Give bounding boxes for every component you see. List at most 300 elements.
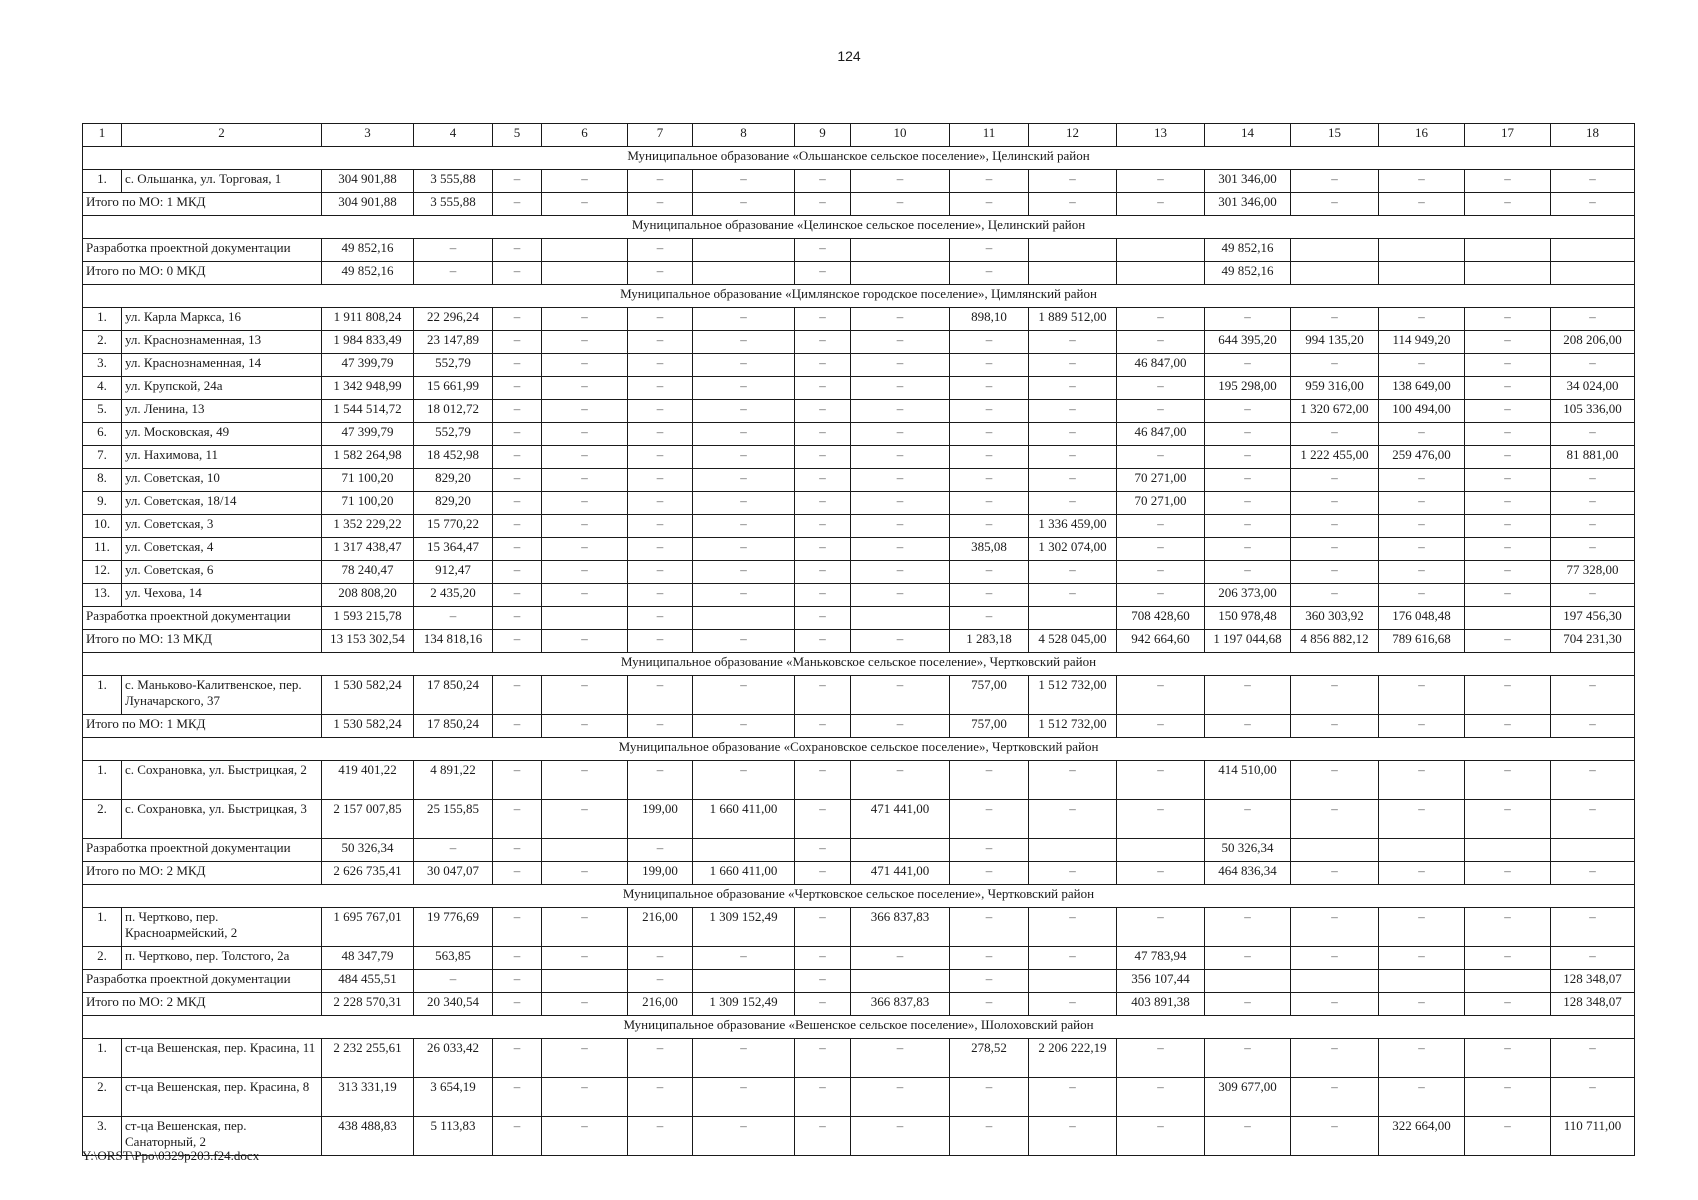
value-cell: – xyxy=(1205,469,1291,492)
value-cell: 2 228 570,31 xyxy=(322,993,414,1016)
value-cell: – xyxy=(1551,947,1635,970)
column-number: 1 xyxy=(83,124,122,147)
value-cell: – xyxy=(1465,862,1551,885)
value-cell: – xyxy=(693,400,795,423)
address-cell: ст-ца Вешенская, пер. Санаторный, 2 xyxy=(122,1117,322,1156)
value-cell: – xyxy=(1205,947,1291,970)
value-cell: – xyxy=(1379,908,1465,947)
value-cell: – xyxy=(1465,446,1551,469)
value-cell: 704 231,30 xyxy=(1551,630,1635,653)
value-cell: – xyxy=(1465,630,1551,653)
row-number: 10. xyxy=(83,515,122,538)
value-cell: – xyxy=(795,993,851,1016)
value-cell: – xyxy=(950,170,1029,193)
value-cell: – xyxy=(1205,993,1291,1016)
value-cell: – xyxy=(1465,908,1551,947)
value-cell: – xyxy=(1205,400,1291,423)
value-cell: 2 206 222,19 xyxy=(1029,1039,1117,1078)
value-cell: 942 664,60 xyxy=(1117,630,1205,653)
value-cell: – xyxy=(851,423,950,446)
value-cell: – xyxy=(795,469,851,492)
value-cell: – xyxy=(414,239,493,262)
value-cell: 4 891,22 xyxy=(414,761,493,800)
row-number: 2. xyxy=(83,1078,122,1117)
address-cell: ул. Советская, 3 xyxy=(122,515,322,538)
value-cell: – xyxy=(1551,800,1635,839)
value-cell: – xyxy=(1465,561,1551,584)
value-cell: 1 984 833,49 xyxy=(322,331,414,354)
value-cell: 150 978,48 xyxy=(1205,607,1291,630)
value-cell: 30 047,07 xyxy=(414,862,493,885)
value-cell: 216,00 xyxy=(628,993,693,1016)
value-cell: – xyxy=(693,584,795,607)
value-cell: – xyxy=(628,676,693,715)
value-cell: – xyxy=(851,170,950,193)
value-cell: – xyxy=(493,970,542,993)
value-cell: – xyxy=(795,331,851,354)
address-cell: ул. Советская, 10 xyxy=(122,469,322,492)
value-cell: – xyxy=(1465,469,1551,492)
value-cell: 5 113,83 xyxy=(414,1117,493,1156)
address-cell: ст-ца Вешенская, пер. Красина, 8 xyxy=(122,1078,322,1117)
row-number: 6. xyxy=(83,423,122,446)
value-cell: – xyxy=(950,800,1029,839)
value-cell: – xyxy=(542,715,628,738)
value-cell: – xyxy=(1205,908,1291,947)
address-cell: ул. Советская, 4 xyxy=(122,538,322,561)
summary-label: Итого по МО: 2 МКД xyxy=(83,993,322,1016)
value-cell: 208 206,00 xyxy=(1551,331,1635,354)
value-cell xyxy=(1465,607,1551,630)
value-cell: – xyxy=(1465,1039,1551,1078)
value-cell: – xyxy=(1465,308,1551,331)
value-cell: – xyxy=(795,308,851,331)
summary-label: Разработка проектной документации xyxy=(83,970,322,993)
value-cell: 216,00 xyxy=(628,908,693,947)
value-cell: – xyxy=(851,308,950,331)
value-cell: – xyxy=(693,561,795,584)
value-cell xyxy=(1205,970,1291,993)
summary-row xyxy=(83,715,1635,738)
value-cell: – xyxy=(795,1117,851,1156)
value-cell: – xyxy=(1205,492,1291,515)
value-cell: – xyxy=(1379,193,1465,216)
value-cell xyxy=(851,239,950,262)
value-cell: – xyxy=(950,862,1029,885)
value-cell: – xyxy=(1117,1078,1205,1117)
footer-file-path: Y:\ORST\Ppo\0329p203.f24.docx xyxy=(82,1148,260,1163)
value-cell: 105 336,00 xyxy=(1551,400,1635,423)
value-cell: 1 512 732,00 xyxy=(1029,715,1117,738)
value-cell xyxy=(1551,262,1635,285)
value-cell: – xyxy=(1029,423,1117,446)
value-cell: 2 626 735,41 xyxy=(322,862,414,885)
value-cell: 49 852,16 xyxy=(322,262,414,285)
value-cell: – xyxy=(795,908,851,947)
value-cell: – xyxy=(693,715,795,738)
section-header-row xyxy=(83,1016,1635,1039)
column-number-row xyxy=(83,124,1635,147)
value-cell: – xyxy=(693,423,795,446)
value-cell: – xyxy=(1291,354,1379,377)
municipality-title: Муниципальное образование «Целинское сельское поселение», Целинский район xyxy=(83,216,1635,239)
table-row xyxy=(83,170,1635,193)
value-cell: – xyxy=(851,446,950,469)
summary-label: Итого по МО: 1 МКД xyxy=(83,715,322,738)
value-cell: 208 808,20 xyxy=(322,584,414,607)
value-cell: – xyxy=(1029,862,1117,885)
value-cell: – xyxy=(1291,170,1379,193)
value-cell: – xyxy=(542,469,628,492)
value-cell: – xyxy=(628,1039,693,1078)
value-cell: – xyxy=(950,400,1029,423)
value-cell: – xyxy=(493,331,542,354)
address-cell: с. Маньково-Калитвенское, пер. Луначарского, 37 xyxy=(122,676,322,715)
value-cell: – xyxy=(1029,331,1117,354)
value-cell: – xyxy=(1465,170,1551,193)
value-cell xyxy=(851,607,950,630)
address-cell: ул. Крупской, 24а xyxy=(122,377,322,400)
table-row xyxy=(83,492,1635,515)
table-row xyxy=(83,377,1635,400)
row-number: 1. xyxy=(83,761,122,800)
value-cell: 128 348,07 xyxy=(1551,970,1635,993)
value-cell: 2 435,20 xyxy=(414,584,493,607)
value-cell: 1 309 152,49 xyxy=(693,908,795,947)
value-cell: – xyxy=(493,492,542,515)
table-row xyxy=(83,354,1635,377)
value-cell: – xyxy=(542,170,628,193)
value-cell: 1 197 044,68 xyxy=(1205,630,1291,653)
value-cell xyxy=(693,239,795,262)
value-cell xyxy=(693,839,795,862)
value-cell: – xyxy=(795,947,851,970)
value-cell xyxy=(851,262,950,285)
value-cell: – xyxy=(1379,354,1465,377)
table-row xyxy=(83,308,1635,331)
value-cell: – xyxy=(1029,584,1117,607)
value-cell: 552,79 xyxy=(414,354,493,377)
row-number: 1. xyxy=(83,1039,122,1078)
value-cell: 464 836,34 xyxy=(1205,862,1291,885)
table-row xyxy=(83,761,1635,800)
value-cell: 1 302 074,00 xyxy=(1029,538,1117,561)
value-cell: – xyxy=(628,584,693,607)
value-cell: – xyxy=(851,561,950,584)
table-row xyxy=(83,331,1635,354)
value-cell: – xyxy=(851,193,950,216)
value-cell: – xyxy=(1551,308,1635,331)
value-cell: – xyxy=(628,262,693,285)
value-cell: – xyxy=(1291,538,1379,561)
value-cell: 50 326,34 xyxy=(1205,839,1291,862)
table-body xyxy=(83,124,1635,1156)
value-cell: 4 528 045,00 xyxy=(1029,630,1117,653)
value-cell: – xyxy=(542,584,628,607)
value-cell: 1 582 264,98 xyxy=(322,446,414,469)
value-cell: 23 147,89 xyxy=(414,331,493,354)
section-header-row xyxy=(83,216,1635,239)
value-cell: 18 452,98 xyxy=(414,446,493,469)
value-cell: – xyxy=(628,1078,693,1117)
summary-row xyxy=(83,262,1635,285)
row-number: 12. xyxy=(83,561,122,584)
address-cell: ул. Нахимова, 11 xyxy=(122,446,322,469)
value-cell: – xyxy=(493,947,542,970)
value-cell: – xyxy=(493,862,542,885)
value-cell: – xyxy=(1465,676,1551,715)
value-cell: – xyxy=(1205,1039,1291,1078)
value-cell xyxy=(1465,262,1551,285)
row-number: 3. xyxy=(83,354,122,377)
value-cell: – xyxy=(1029,469,1117,492)
value-cell: – xyxy=(628,354,693,377)
value-cell: – xyxy=(950,1078,1029,1117)
value-cell: 71 100,20 xyxy=(322,469,414,492)
column-number: 2 xyxy=(122,124,322,147)
value-cell: 15 364,47 xyxy=(414,538,493,561)
value-cell: 78 240,47 xyxy=(322,561,414,584)
address-cell: ул. Краснознаменная, 13 xyxy=(122,331,322,354)
value-cell: 471 441,00 xyxy=(851,862,950,885)
table-row xyxy=(83,446,1635,469)
value-cell xyxy=(542,607,628,630)
value-cell xyxy=(1379,970,1465,993)
value-cell: – xyxy=(1465,193,1551,216)
value-cell: – xyxy=(693,538,795,561)
value-cell: – xyxy=(851,761,950,800)
value-cell: – xyxy=(628,423,693,446)
value-cell: – xyxy=(950,423,1029,446)
row-number: 7. xyxy=(83,446,122,469)
value-cell: – xyxy=(1291,561,1379,584)
table-row xyxy=(83,1117,1635,1156)
value-cell xyxy=(1117,839,1205,862)
value-cell: 1 660 411,00 xyxy=(693,862,795,885)
value-cell: 403 891,38 xyxy=(1117,993,1205,1016)
municipality-title: Муниципальное образование «Сохрановское сельское поселение», Чертковский район xyxy=(83,738,1635,761)
value-cell: 322 664,00 xyxy=(1379,1117,1465,1156)
section-header-row xyxy=(83,885,1635,908)
summary-row xyxy=(83,193,1635,216)
value-cell: – xyxy=(950,492,1029,515)
value-cell: – xyxy=(851,492,950,515)
value-cell: – xyxy=(493,193,542,216)
value-cell: – xyxy=(693,1078,795,1117)
value-cell: – xyxy=(693,308,795,331)
value-cell: 1 889 512,00 xyxy=(1029,308,1117,331)
value-cell: – xyxy=(1205,515,1291,538)
value-cell: – xyxy=(1117,170,1205,193)
value-cell xyxy=(693,607,795,630)
value-cell: – xyxy=(795,584,851,607)
value-cell: – xyxy=(1029,761,1117,800)
value-cell: 829,20 xyxy=(414,492,493,515)
column-number: 3 xyxy=(322,124,414,147)
value-cell: 301 346,00 xyxy=(1205,170,1291,193)
value-cell: – xyxy=(542,308,628,331)
value-cell: 829,20 xyxy=(414,469,493,492)
value-cell: – xyxy=(795,538,851,561)
value-cell: 70 271,00 xyxy=(1117,469,1205,492)
address-cell: ст-ца Вешенская, пер. Красина, 11 xyxy=(122,1039,322,1078)
value-cell: – xyxy=(542,1078,628,1117)
column-number: 9 xyxy=(795,124,851,147)
value-cell: – xyxy=(1291,761,1379,800)
value-cell: – xyxy=(795,1078,851,1117)
address-cell: ул. Краснознаменная, 14 xyxy=(122,354,322,377)
value-cell: 757,00 xyxy=(950,715,1029,738)
value-cell xyxy=(1551,839,1635,862)
value-cell: – xyxy=(1551,515,1635,538)
value-cell: – xyxy=(1205,561,1291,584)
value-cell: – xyxy=(1551,1078,1635,1117)
value-cell: 912,47 xyxy=(414,561,493,584)
section-header-row xyxy=(83,285,1635,308)
value-cell: – xyxy=(1465,331,1551,354)
value-cell: 1 342 948,99 xyxy=(322,377,414,400)
value-cell: – xyxy=(493,239,542,262)
value-cell: – xyxy=(1117,1039,1205,1078)
value-cell: – xyxy=(693,630,795,653)
value-cell: – xyxy=(1551,538,1635,561)
value-cell: 757,00 xyxy=(950,676,1029,715)
value-cell: – xyxy=(795,354,851,377)
value-cell: – xyxy=(542,193,628,216)
value-cell: 360 303,92 xyxy=(1291,607,1379,630)
value-cell: 47 399,79 xyxy=(322,423,414,446)
value-cell: – xyxy=(1379,862,1465,885)
address-cell: п. Чертково, пер. Красноармейский, 2 xyxy=(122,908,322,947)
value-cell: – xyxy=(795,515,851,538)
value-cell: 49 852,16 xyxy=(322,239,414,262)
value-cell: – xyxy=(795,400,851,423)
value-cell: – xyxy=(1117,561,1205,584)
row-number: 4. xyxy=(83,377,122,400)
summary-row xyxy=(83,239,1635,262)
value-cell xyxy=(1029,262,1117,285)
value-cell: – xyxy=(1117,584,1205,607)
value-cell: – xyxy=(628,970,693,993)
value-cell: 898,10 xyxy=(950,308,1029,331)
value-cell: – xyxy=(1029,908,1117,947)
value-cell xyxy=(1465,239,1551,262)
value-cell: – xyxy=(851,676,950,715)
value-cell: – xyxy=(1205,308,1291,331)
value-cell: 304 901,88 xyxy=(322,193,414,216)
value-cell: – xyxy=(1379,800,1465,839)
value-cell: – xyxy=(1379,761,1465,800)
value-cell: – xyxy=(628,947,693,970)
value-cell: – xyxy=(693,761,795,800)
value-cell: – xyxy=(542,354,628,377)
value-cell: – xyxy=(851,331,950,354)
value-cell: – xyxy=(1117,761,1205,800)
value-cell: 46 847,00 xyxy=(1117,423,1205,446)
value-cell: – xyxy=(950,970,1029,993)
value-cell: 1 911 808,24 xyxy=(322,308,414,331)
value-cell: – xyxy=(1465,1078,1551,1117)
value-cell: – xyxy=(493,469,542,492)
value-cell: 471 441,00 xyxy=(851,800,950,839)
value-cell: – xyxy=(795,377,851,400)
row-number: 9. xyxy=(83,492,122,515)
value-cell: – xyxy=(493,1117,542,1156)
value-cell: 1 320 672,00 xyxy=(1291,400,1379,423)
value-cell: – xyxy=(1379,515,1465,538)
value-cell: 563,85 xyxy=(414,947,493,970)
value-cell: – xyxy=(1291,862,1379,885)
value-cell: – xyxy=(795,561,851,584)
row-number: 8. xyxy=(83,469,122,492)
value-cell: 552,79 xyxy=(414,423,493,446)
value-cell: 17 850,24 xyxy=(414,715,493,738)
value-cell: – xyxy=(542,423,628,446)
value-cell xyxy=(851,970,950,993)
value-cell: – xyxy=(693,515,795,538)
value-cell: – xyxy=(795,800,851,839)
value-cell: – xyxy=(1291,1117,1379,1156)
value-cell xyxy=(1551,239,1635,262)
value-cell: – xyxy=(542,377,628,400)
value-cell: – xyxy=(1551,584,1635,607)
value-cell: – xyxy=(1117,800,1205,839)
column-number: 5 xyxy=(493,124,542,147)
table-row xyxy=(83,1078,1635,1117)
value-cell: – xyxy=(493,1078,542,1117)
value-cell: – xyxy=(1029,561,1117,584)
value-cell: – xyxy=(493,676,542,715)
address-cell: с. Ольшанка, ул. Торговая, 1 xyxy=(122,170,322,193)
value-cell: 3 555,88 xyxy=(414,170,493,193)
value-cell: – xyxy=(1465,584,1551,607)
value-cell: – xyxy=(1117,676,1205,715)
value-cell: – xyxy=(1465,377,1551,400)
value-cell: 414 510,00 xyxy=(1205,761,1291,800)
value-cell xyxy=(1029,970,1117,993)
value-cell: – xyxy=(1117,538,1205,561)
value-cell: – xyxy=(1117,446,1205,469)
value-cell: – xyxy=(1117,308,1205,331)
value-cell: – xyxy=(795,761,851,800)
value-cell: – xyxy=(414,839,493,862)
value-cell: – xyxy=(628,839,693,862)
value-cell xyxy=(1291,262,1379,285)
column-number: 15 xyxy=(1291,124,1379,147)
value-cell: – xyxy=(628,630,693,653)
value-cell: – xyxy=(1551,193,1635,216)
value-cell: 313 331,19 xyxy=(322,1078,414,1117)
address-cell: ул. Ленина, 13 xyxy=(122,400,322,423)
value-cell: – xyxy=(493,400,542,423)
value-cell: – xyxy=(795,262,851,285)
value-cell: 206 373,00 xyxy=(1205,584,1291,607)
value-cell: 994 135,20 xyxy=(1291,331,1379,354)
value-cell: – xyxy=(950,761,1029,800)
value-cell: – xyxy=(493,993,542,1016)
value-cell: – xyxy=(1465,715,1551,738)
table-row xyxy=(83,538,1635,561)
column-number: 12 xyxy=(1029,124,1117,147)
value-cell xyxy=(542,839,628,862)
value-cell: – xyxy=(950,262,1029,285)
value-cell: 1 512 732,00 xyxy=(1029,676,1117,715)
value-cell: – xyxy=(1465,423,1551,446)
row-number: 5. xyxy=(83,400,122,423)
value-cell: – xyxy=(1551,676,1635,715)
table-row xyxy=(83,400,1635,423)
value-cell: 49 852,16 xyxy=(1205,239,1291,262)
